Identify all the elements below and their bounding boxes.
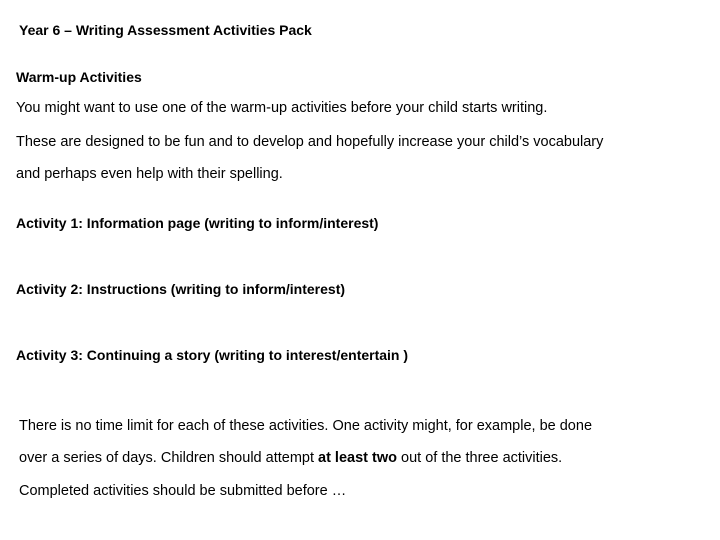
submission-deadline-line: Completed activities should be submitted before …: [19, 483, 347, 499]
notes-paragraph-line: [19, 449, 562, 467]
warmup-heading: Warm-up Activities: [16, 69, 142, 85]
intro-paragraph-line: and perhaps even help with their spelling.: [16, 166, 283, 182]
notes-text: out of the three activities.: [396, 450, 563, 466]
emphasis-at-least-two: at least two: [318, 450, 397, 466]
intro-paragraph-line: You might want to use one of the warm-up activities before your child starts writing.: [16, 100, 548, 116]
intro-paragraph-line: These are designed to be fun and to develop and hopefully increase your child’s vocabulary: [16, 134, 604, 150]
notes-paragraph-line: There is no time limit for each of these activities. One activity might, for example, be done: [19, 418, 593, 434]
notes-text: over a series of days. Children should attempt: [19, 450, 319, 466]
activity-1-heading: Activity 1: Information page (writing to inform/interest): [16, 215, 379, 231]
document-title: Year 6 – Writing Assessment Activities Pack: [19, 22, 312, 38]
activity-3-heading: Activity 3: Continuing a story (writing to interest/entertain ): [16, 347, 409, 363]
activity-2-heading: Activity 2: Instructions (writing to inform/interest): [16, 281, 346, 297]
